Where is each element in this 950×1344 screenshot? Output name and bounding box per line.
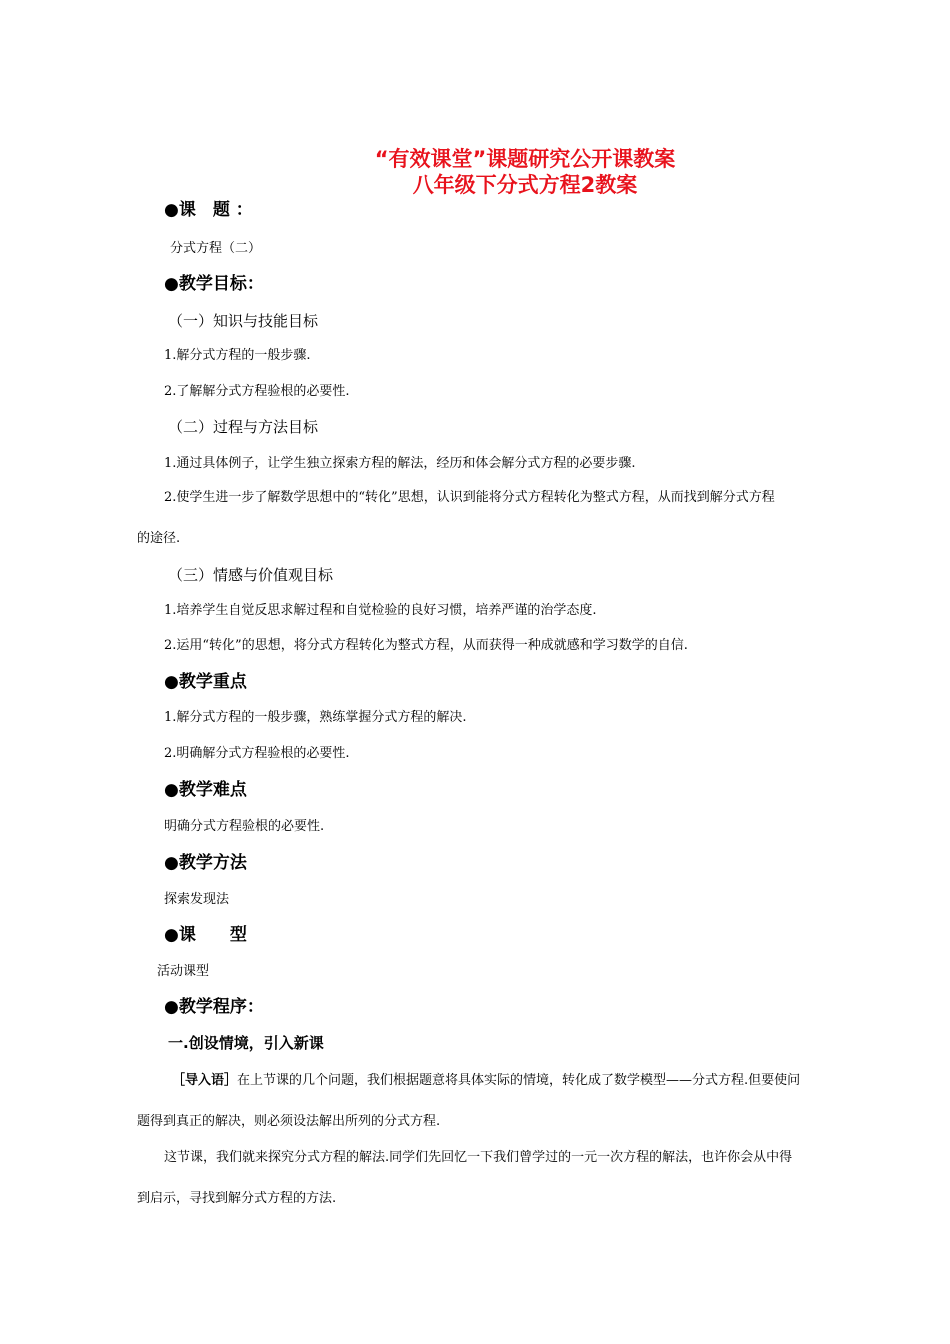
difficulties-content: 明确分式方程验根的必要性. <box>164 819 325 834</box>
topic-content: 分式方程（二） <box>170 241 262 256</box>
procedure-step1-heading: 一.创设情境，引入新课 <box>168 1034 324 1052</box>
lesson-type-heading: ●课 型 <box>164 925 247 945</box>
intro-label: ［导入语］ <box>172 1073 238 1088</box>
objectives-heading: ●教学目标： <box>164 274 264 294</box>
procedure-heading: ●教学程序： <box>164 997 264 1017</box>
knowledge-objectives-heading: （一）知识与技能目标 <box>168 312 319 330</box>
process-item-1: 1.通过具体例子，让学生独立探索方程的解法，经历和体会解分式方程的必要步骤. <box>164 456 636 471</box>
paragraph-2-line-1: 这节课，我们就来探究分式方程的解法.同学们先回忆一下我们曾学过的一元一次方程的解法，也许你会从中得 <box>164 1150 793 1165</box>
emotion-item-2: 2.运用“转化”的思想，将分式方程转化为整式方程，从而获得一种成就感和学习数学的自信. <box>164 638 688 653</box>
process-item-2: 2.使学生进一步了解数学思想中的“转化”思想，认识到能将分式方程转化为整式方程，从而找到解分式方程 <box>164 490 775 505</box>
key-point-1: 1.解分式方程的一般步骤，熟练掌握分式方程的解决. <box>164 710 467 725</box>
key-point-2: 2.明确解分式方程验根的必要性. <box>164 746 350 761</box>
emotion-objectives-heading: （三）情感与价值观目标 <box>168 566 334 584</box>
topic-heading: ●课 题 ： <box>164 200 253 220</box>
knowledge-item-1: 1.解分式方程的一般步骤. <box>164 348 311 363</box>
paragraph-2-line-2: 到启示，寻找到解分式方程的方法. <box>137 1191 337 1206</box>
process-objectives-heading: （二）过程与方法目标 <box>168 418 319 436</box>
document-title-line2: 八年级下分式方程2教案 <box>412 173 638 197</box>
emotion-item-1: 1.培养学生自觉反思求解过程和自觉检验的良好习惯，培养严谨的治学态度. <box>164 603 597 618</box>
method-heading: ●教学方法 <box>164 853 247 873</box>
method-content: 探索发现法 <box>164 892 230 907</box>
intro-paragraph <box>172 1072 800 1090</box>
difficulties-heading: ●教学难点 <box>164 780 247 800</box>
intro-text-continued: 题得到真正的解决，则必须设法解出所列的分式方程. <box>137 1114 441 1129</box>
knowledge-item-2: 2.了解解分式方程验根的必要性. <box>164 384 350 399</box>
intro-text: 在上节课的几个问题，我们根据题意将具体实际的情境，转化成了数学模型——分式方程.但要使问 <box>237 1073 801 1088</box>
process-item-2-continued: 的途径. <box>137 531 181 546</box>
key-points-heading: ●教学重点 <box>164 672 247 692</box>
lesson-type-content: 活动课型 <box>157 964 210 979</box>
document-title-line1: “有效课堂”课题研究公开课教案 <box>374 147 676 171</box>
